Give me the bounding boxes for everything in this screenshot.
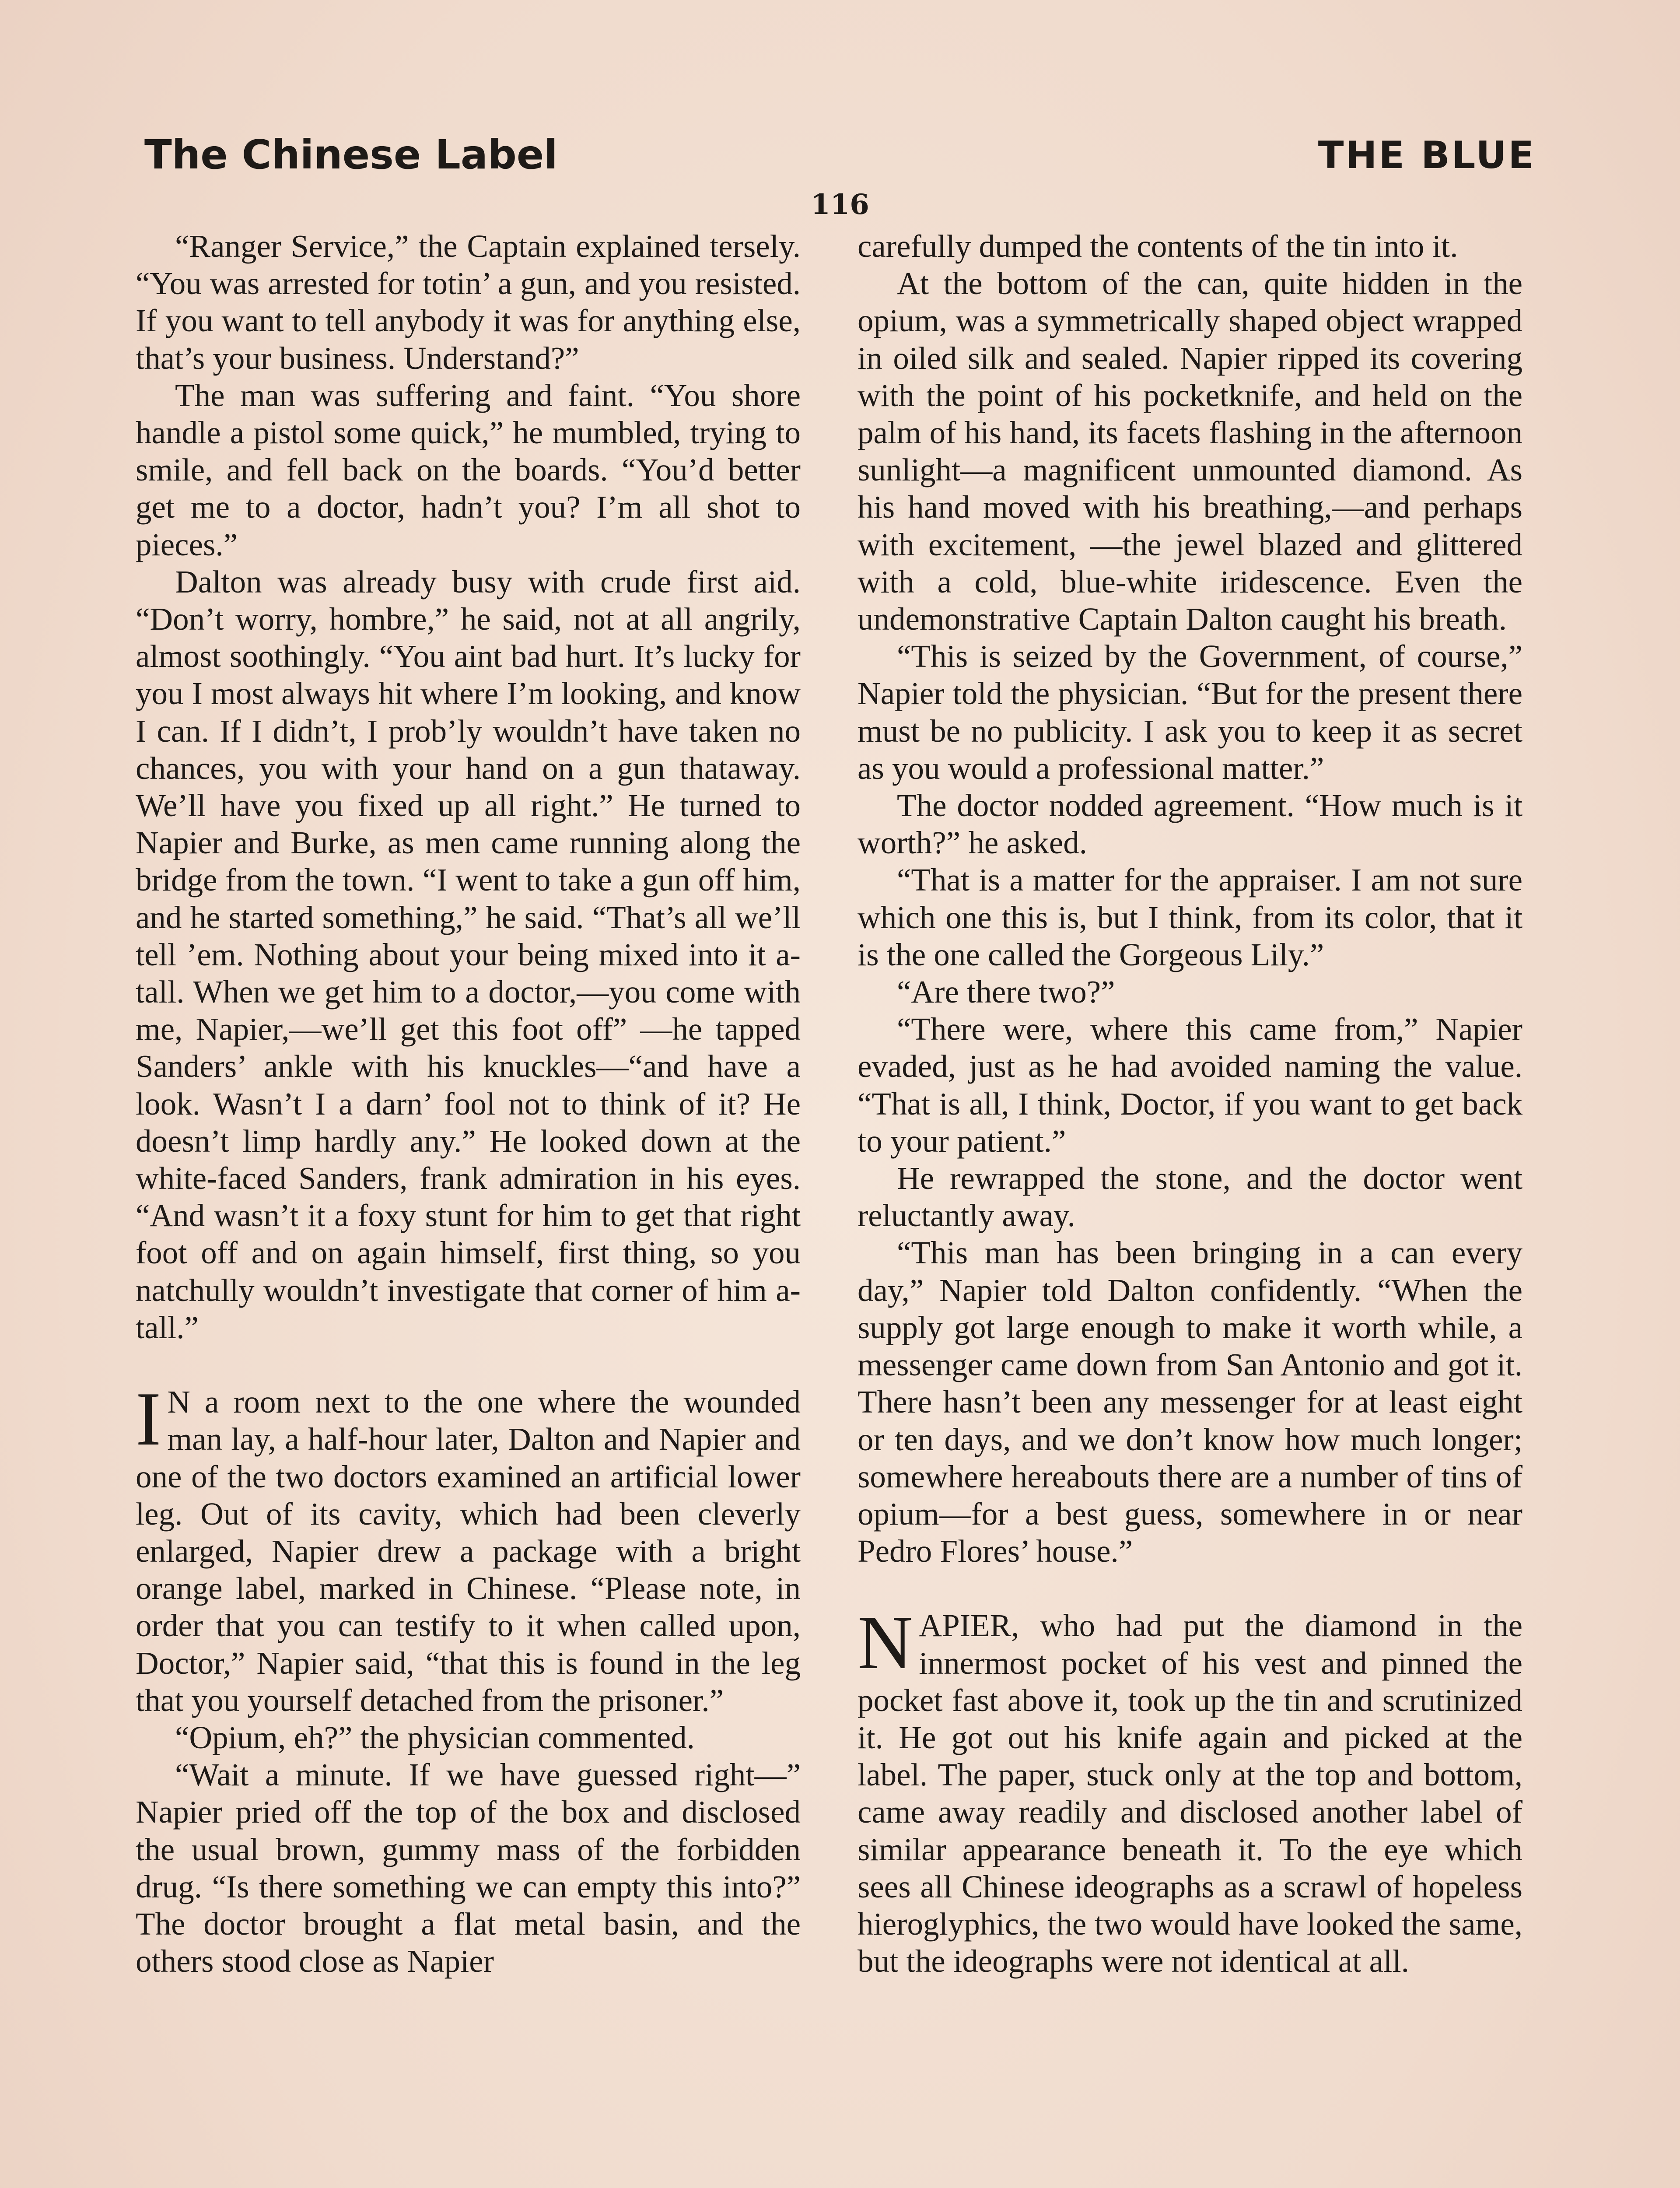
page-number: 116	[811, 188, 869, 221]
paragraph: Dalton was already busy with crude first aid. “Don’t worry, hombre,” he said, not at all angrily, almost soothingly. “You aint bad hurt. It’s lucky for you I most always hit where I’m looking, and know I can. If I didn’t, I prob’ly wouldn’t have taken no chances, you with your hand on a gun thataway. We’ll have you fixed up all right.” He turned to Napier and Burke, as men came running along the bridge from the town. “I went to take a gun off him, and he started something,” he said. “That’s all we’ll tell ’em. Nothing about your being mixed into it a-tall. When we get him to a doctor,—you come with me, Napier,—we’ll get this foot off” —he tapped Sanders’ ankle with his knuckles—“and have a look. Wasn’t I a darn’ fool not to think of it? He doesn’t limp hardly any.” He looked down at the white-faced Sanders, frank admiration in his eyes. “And wasn’t it a foxy stunt for him to get that right foot off and on again himself, first thing, so you natchully wouldn’t investigate that corner of him a-tall.”	[136, 564, 801, 1345]
paragraph-drop-cap	[858, 1600, 1522, 1980]
paragraph: “This man has been bringing in a can every day,” Napier told Dalton confidently. “When the supply got large enough to make it worth while, a messenger came down from San Antonio and got it. There hasn’t been any messenger for at least eight or ten days, and we don’t know how much longer; somewhere hereabouts there are a number of tins of opium—for a best guess, somewhere in or near Pedro Flores’ house.”	[858, 1235, 1522, 1569]
section-break	[136, 1346, 801, 1383]
paragraph-text: APIER, who had put the diamond in the innermost pocket of his vest and pinned the pocket fast above it, took up the tin and scrutinized it. He got out his knife again and picked at the label. The paper, stuck only at the top and bottom, came away readily and disclosed another label of similar appearance beneath it. To the eye which sees all Chinese ideographs as a scrawl of hopeless hieroglyphics, the two would have looked the same, but the ideographs were not identical at all.	[858, 1608, 1522, 1979]
paragraph: “This is seized by the Government, of course,” Napier told the physician. “But for the present there must be no publicity. I ask you to keep it as secret as you would a professional matter.”	[858, 638, 1522, 786]
paragraph: “There were, where this came from,” Napier evaded, just as he had avoided naming the value. “That is all, I think, Doctor, if you want to get back to your patient.”	[858, 1011, 1522, 1159]
paragraph: The doctor nodded agreement. “How much is it worth?” he asked.	[858, 788, 1522, 861]
paragraph-text: N a room next to the one where the wounded man lay, a half-hour later, Dalton and Napier and one of the two doctors examined an artificial lower leg. Out of its cavity, which had been cleverly enlarged, Napier drew a package with a bright orange label, marked in Chinese. “Please note, in order that you can testify to it when called upon, Doctor,” Napier said, “that this is found in the leg that you yourself detached from the prisoner.”	[136, 1384, 801, 1718]
paragraph: The man was suffering and faint. “You shore handle a pistol some quick,” he mumbled, trying to smile, and fell back on the boards. “You’d better get me to a doctor, hadn’t you? I’m all shot to pieces.”	[136, 377, 801, 562]
paragraph: “Wait a minute. If we have guessed right—” Napier pried off the top of the box and disclosed the usual brown, gummy mass of the forbidden drug. “Is there something we can empty this into?” The doctor brought a flat metal basin, and the others stood close as Napier	[136, 1757, 801, 1979]
magazine-name: THE BLUE	[1318, 133, 1536, 177]
drop-cap: N	[858, 1600, 913, 1685]
paragraph: “Are there two?”	[897, 974, 1115, 1010]
left-column	[136, 228, 801, 1980]
paragraph: carefully dumped the contents of the tin into it.	[858, 228, 1458, 264]
paragraph: “That is a matter for the appraiser. I am not sure which one this is, but I think, from its color, that it is the one called the Gorgeous Lily.”	[858, 862, 1522, 972]
paragraph: He rewrapped the stone, and the doctor went reluctantly away.	[858, 1161, 1522, 1234]
right-column	[858, 228, 1522, 1980]
paragraph: “Ranger Service,” the Captain explained tersely. “You was arrested for totin’ a gun, and you resisted. If you want to tell anybody it was for anything else, that’s your business. Understand?”	[136, 228, 801, 376]
paragraph-drop-cap	[136, 1376, 801, 1719]
paragraph: At the bottom of the can, quite hidden in the opium, was a symmetrically shaped object wrapped in oiled silk and sealed. Napier ripped its covering with the point of his pocketknife, and held on the palm of his hand, its facets flashing in the afternoon sunlight—a magnificent unmounted diamond. As his hand moved with his breathing,—and perhaps with excitement, —the jewel blazed and glittered with a cold, blue-white iridescence. Even the undemonstrative Captain Dalton caught his breath.	[858, 266, 1522, 637]
paragraph: “Opium, eh?” the physician commented.	[175, 1719, 695, 1755]
section-break	[858, 1570, 1522, 1607]
drop-cap: I	[136, 1376, 161, 1462]
story-title: The Chinese Label	[144, 131, 558, 178]
